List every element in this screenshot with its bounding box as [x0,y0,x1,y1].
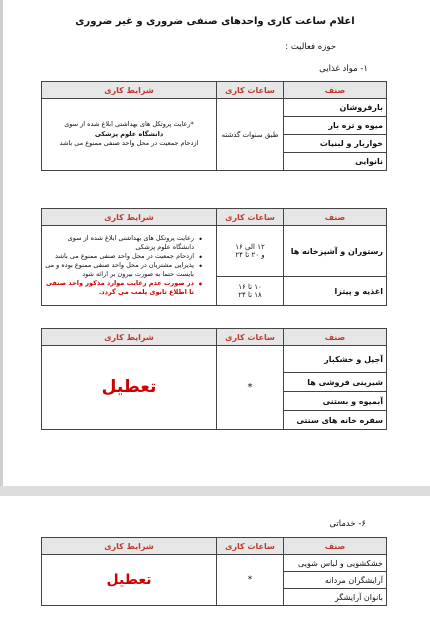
guild-cell: بانوان آرایشگر [284,589,387,606]
section-6-label: ۶- خدماتی [329,519,366,529]
hours-cell: * [217,555,284,606]
warning-item: • در صورت عدم رعایت موارد مذکور واحد صنفی تا اطلاع ثانوی پلمب می گردد. [45,279,203,297]
section-1-label: ۱- مواد غذایی [319,64,368,74]
hours-cell [217,226,284,277]
document-title: اعلام ساعت کاری واحدهای صنفی ضروری و غیر ضروری [75,16,355,27]
condition-item: • ازدحام جمعیت در محل واحد صنفی ممنوع می باشد [45,252,203,261]
food-table [41,81,387,171]
guild-cell: آجیل و خشکبار [284,346,387,373]
condition-line: *رعایت پروتکل های بهداشتی ابلاغ شده از سوی [64,120,194,129]
hours-line: ۱۲ الی ۱۶ [235,243,265,251]
page-edge [0,0,3,486]
guild-cell: خشکشویی و لباس شویی [284,555,387,572]
hours-cell: * [217,346,284,430]
condition-line: ازدحام جمعیت در محل واحد صنفی ممنوع می باشد [59,139,199,148]
header-sinf: صنف [284,209,387,226]
hours-cell [217,277,284,306]
guild-cell: اغذیه و پیتزا [284,277,387,306]
header-shart: شرایط کاری [42,82,217,99]
guild-cell: میوه و تره بار [284,117,387,135]
hours-cell: طبق سنوات گذشته [217,99,284,171]
guild-cell: رستوران و آشپزخانه ها [284,226,387,277]
hours-line: و ۲۰ تا ۲۴ [235,251,265,259]
closed-status: تعطیل [101,377,157,398]
guild-cell: نانوایی [284,153,387,171]
hours-line: ۱۸ تا ۲۴ [238,291,262,299]
closed-food-table [41,328,387,430]
restaurant-table [41,208,387,306]
guild-cell: خواربار و لبنیات [284,135,387,153]
services-table [41,537,387,606]
guild-cell: بارفروشان [284,99,387,117]
conditions-cell [42,226,217,306]
guild-cell: آرایشگران مردانه [284,572,387,589]
status-cell [42,555,217,606]
header-saat: ساعات کاری [217,538,284,555]
condition-item: • پذیرایی مشتریان در محل واحد صنفی ممنوع بوده و می بایست حتما به صورت بیرون بر ارائه شود [45,261,203,279]
hours-line: ۱۰ تا ۱۶ [238,283,262,291]
header-shart: شرایط کاری [42,329,217,346]
field-label: حوزه فعالیت : [285,42,336,52]
guild-cell: آبمیوه و بستنی [284,392,387,411]
header-sinf: صنف [284,329,387,346]
header-saat: ساعات کاری [217,209,284,226]
conditions-cell [42,99,217,171]
guild-cell: سفره خانه های سنتی [284,411,387,430]
condition-line: دانشگاه علوم پزشکی [94,129,164,138]
header-shart: شرایط کاری [42,538,217,555]
header-shart: شرایط کاری [42,209,217,226]
header-sinf: صنف [284,82,387,99]
condition-item: • رعایت پروتکل های بهداشتی ابلاغ شده از سوی دانشگاه علوم پزشکی [45,234,203,252]
closed-status: تعطیل [106,571,152,588]
status-cell [42,346,217,430]
header-saat: ساعات کاری [217,329,284,346]
header-saat: ساعات کاری [217,82,284,99]
page-separator [0,486,430,496]
guild-cell: شیرینی فروشی ها [284,373,387,392]
header-sinf: صنف [284,538,387,555]
